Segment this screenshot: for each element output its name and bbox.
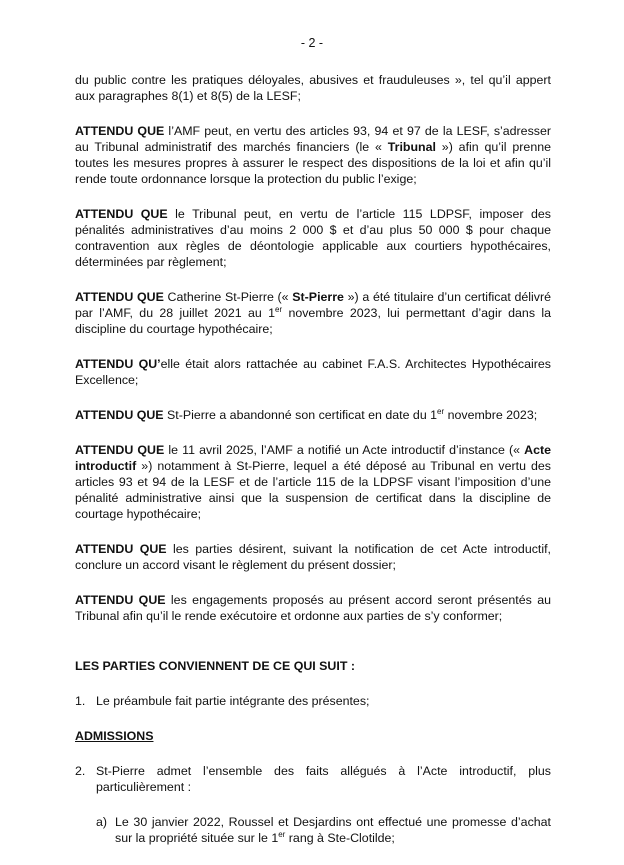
- paragraph-certificate: ATTENDU QUE Catherine St-Pierre (« St-Pierre ») a été titulaire d’un certificat délivré par l’AMF, du 28 juillet 2021 au 1er novembre 2023, lui permettant d’agir dans la discipline du courtage hypothécaire;: [75, 290, 551, 336]
- paragraph-agreement: ATTENDU QUE les parties désirent, suivant la notification de cet Acte introductif, conclure un accord visant le règlement du présent dossier;: [75, 542, 551, 572]
- numbered-item-2: 2. St-Pierre admet l’ensemble des faits allégués à l’Acte introductif, plus particulièrement :: [75, 764, 551, 794]
- paragraph-firm: ATTENDU QU’elle était alors rattachée au cabinet F.A.S. Architectes Hypothécaires Excellence;: [75, 357, 551, 387]
- numbered-item-1: 1. Le préambule fait partie intégrante des présentes;: [75, 694, 370, 708]
- paragraph-tribunal-penalties: ATTENDU QUE le Tribunal peut, en vertu de l’article 115 LDPSF, imposer des pénalités administratives d’au moins 2 000 $ et d’au plus 50 000 $ pour chaque contravention aux règles de déontologie applicable aux courtiers hypothécaires, déterminées par règlement;: [75, 207, 551, 269]
- document-body: [75, 72, 551, 865]
- paragraph-acte-introductif: ATTENDU QUE le 11 avril 2025, l’AMF a notifié un Acte introductif d’instance (« Acte introductif ») notamment à St-Pierre, lequel a été déposé au Tribunal en vertu des articles 93 et 94 de la LESF et de l’article 115 de la LDPSF visant l’imposition d’une pénalité administrative ainsi que la suspension de certificat dans la discipline de courtage hypothécaire;: [75, 443, 551, 521]
- paragraph-continuation: du public contre les pratiques déloyales, abusives et frauduleuses », tel qu’il appert aux paragraphes 8(1) et 8(5) de la LESF;: [75, 73, 551, 103]
- sub-item-a: a) Le 30 janvier 2022, Roussel et Desjardins ont effectué une promesse d’achat sur la propriété située sur le 1er rang à Ste-Clotilde;: [96, 815, 551, 845]
- paragraph-abandon: ATTENDU QUE St-Pierre a abandonné son certificat en date du 1er novembre 2023;: [75, 406, 538, 422]
- section-heading-admissions: ADMISSIONS: [75, 729, 154, 743]
- page-number: - 2 -: [300, 36, 324, 50]
- paragraph-engagements: ATTENDU QUE les engagements proposés au présent accord seront présentés au Tribunal afin qu’il le rende exécutoire et ordonne aux parties de s’y conformer;: [75, 593, 551, 623]
- section-heading-parties: LES PARTIES CONVIENNENT DE CE QUI SUIT :: [75, 659, 355, 673]
- paragraph-amf-recourse: ATTENDU QUE l’AMF peut, en vertu des articles 93, 94 et 97 de la LESF, s’adresser au Tribunal administratif des marchés financiers (le « Tribunal ») afin qu’il prenne toutes les mesures propres à assurer le respect des dispositions de la loi et afin qu’il rende toute ordonnance lorsque la protection du public l’exige;: [75, 124, 551, 186]
